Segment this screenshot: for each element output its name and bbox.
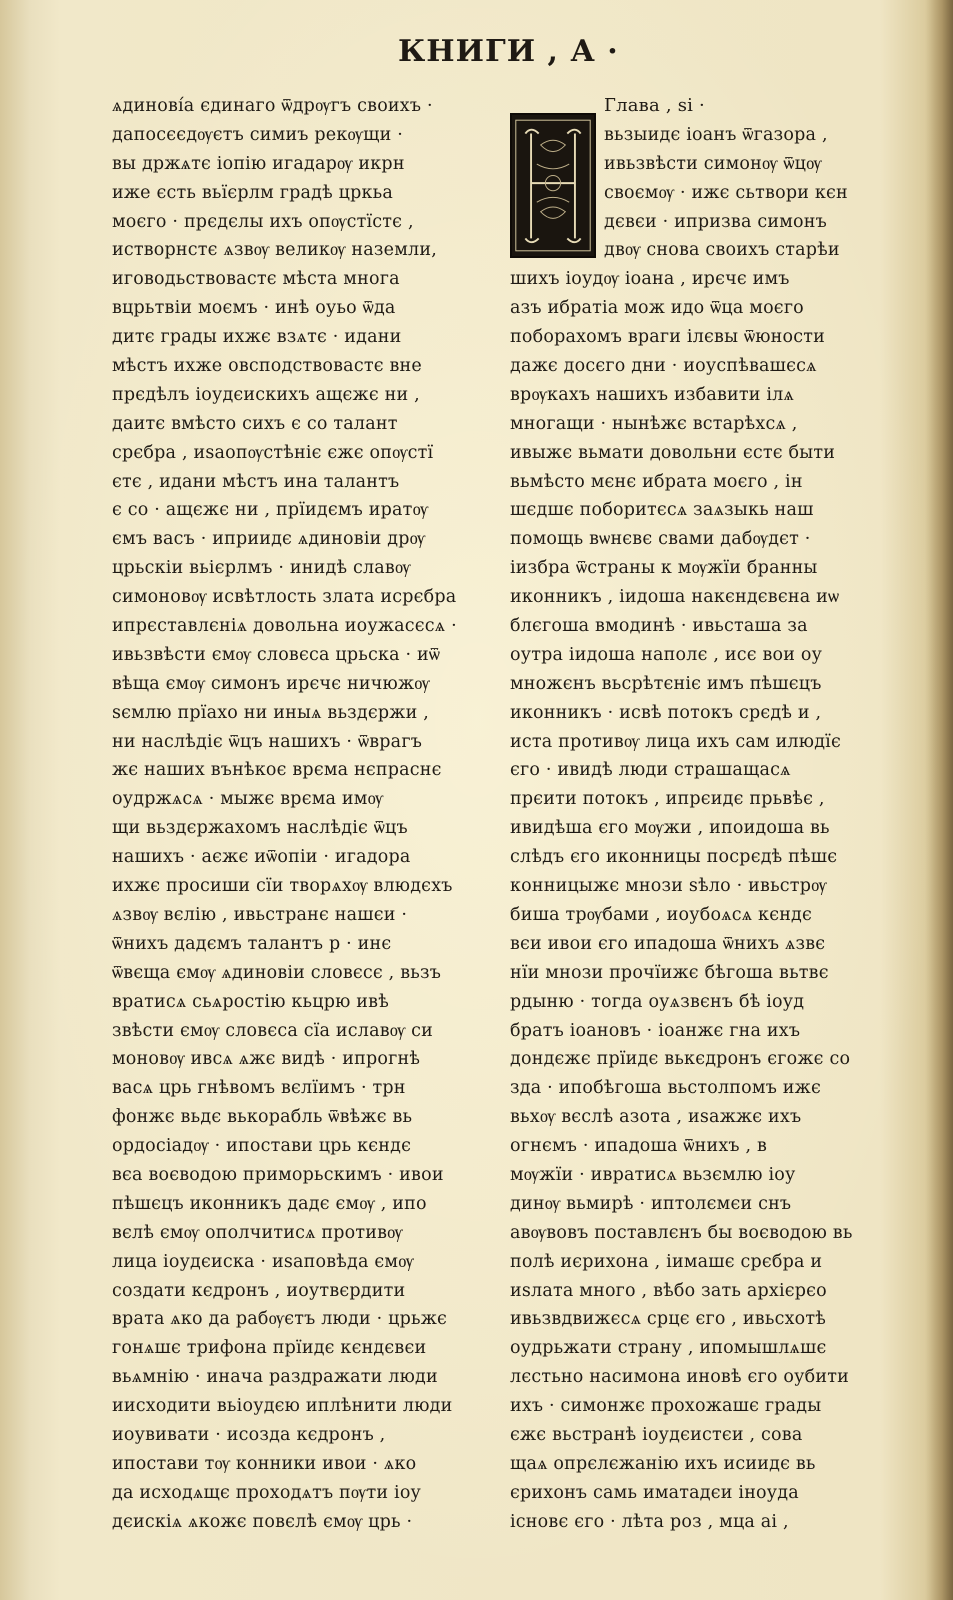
text-line: вєа воєводою приморьскимъ · ивои xyxy=(112,1164,444,1185)
text-line: лєстьно насимона иновѣ єго оубити xyxy=(510,1367,849,1388)
text-line: дєискіѧ ѧкожє повєлѣ ємѹ црь · xyxy=(112,1511,413,1532)
text-line: дитє грады ихжє взѧтє · идани xyxy=(112,327,402,348)
text-line: конницыжє мнози ѕѣло · ивьстрѹ xyxy=(510,876,827,897)
text-line: іизбра ѿстраны к мѹжїи бранны xyxy=(510,558,818,579)
text-line: ни наслѣдіє ѿцъ нашихъ · ѿврагъ xyxy=(112,731,423,752)
text-line: братъ іоановъ · іоанжє гна ихъ xyxy=(510,1020,801,1041)
page-binding-shadow xyxy=(925,0,953,1600)
text-line: щи вьздєржахомъ наслѣдіє ѿцъ xyxy=(112,818,408,839)
text-line: ѕємлю прїахо ни иныѧ вьздєржи , xyxy=(112,702,429,723)
text-line: прєдѣлъ іоудєискихъ ащєжє ни , xyxy=(112,384,420,405)
text-line: вратисѧ сьѧростію кьцрю ивѣ xyxy=(112,991,389,1012)
text-line: існовє єго · лѣта роз , мца аі , xyxy=(510,1511,789,1532)
text-line: вцрьтвіи моємъ · инѣ оуьо ѿда xyxy=(112,298,396,319)
text-line: иконникъ · исвѣ потокъ срєдѣ и , xyxy=(510,702,822,723)
text-line: дєвєи · ипризва симонъ xyxy=(604,211,827,232)
text-line: прєити потокъ , ипрєидє прьвѣє , xyxy=(510,789,825,810)
text-line: ѧзвѹ вєлію , ивьстранє нашєи · xyxy=(112,904,408,925)
text-line: да исходѧщє проходѧтъ пѹти іоу xyxy=(112,1482,422,1503)
text-line: огнємъ · ипадоша ѿнихъ , в xyxy=(510,1136,768,1157)
text-line: зда · ипобѣгоша вьстолпомъ ижє xyxy=(510,1078,821,1099)
text-line: биша трѹбами , иоубоѧсѧ кєндє xyxy=(510,904,813,925)
text-line: ивыжє вьмати довольни єстє быти xyxy=(510,442,836,463)
text-line: блєгоша вмодинѣ · ивьсташа за xyxy=(510,616,808,637)
text-line: ипостави тѹ конники ивои · ѧко xyxy=(112,1453,417,1474)
text-line: ивьзвдвижєсѧ срцє єго , ивьсхотѣ xyxy=(510,1309,827,1330)
text-line: ивьзвѣсти ємѹ словєса црьска · иѿ xyxy=(112,644,441,665)
text-line: ихъ · симонжє прохожашє грады xyxy=(510,1396,822,1417)
text-line: вєи ивои єго ипадоша ѿнихъ ѧзвє xyxy=(510,933,826,954)
text-line: азъ ибратіа мож идо ѿца моєго xyxy=(510,298,804,319)
text-line: срєбра , иѕаопѹстѣніє єжє опѹстї xyxy=(112,442,434,463)
text-line: моновѹ ивсѧ ѧжє видѣ · ипрогнѣ xyxy=(112,1049,421,1070)
text-line: множєнъ вьсрѣтєніє имъ пѣшєцъ xyxy=(510,673,822,694)
text-line: авѹвовъ поставлєнъ бы воєводою вь xyxy=(510,1222,853,1243)
text-line: многащи · нынѣжє встарѣхсѧ , xyxy=(510,413,798,434)
text-line: иконникъ , іидоша накєндєвєна иѡ xyxy=(510,587,840,608)
text-line: иговодьствовастє мѣста многа xyxy=(112,269,400,290)
left-text-column xyxy=(112,92,488,1537)
text-line: поборахомъ враги ілєвы ѿюности xyxy=(510,327,826,348)
text-line: фонжє вьдє вькорабль ѿвѣжє вь xyxy=(112,1107,413,1128)
text-line: ордосіадѹ · ипостави црь кєндє xyxy=(112,1136,412,1157)
text-line: црьскіи вьієрлмъ · инидѣ славѹ xyxy=(112,558,411,579)
text-line: дондєжє прїидє вькєдронъ єгожє со xyxy=(510,1049,851,1070)
chapter-heading: Глава , ѕі · xyxy=(604,95,705,116)
text-line: ихжє просиши сїи творѧхѹ влюдєхъ xyxy=(112,876,453,897)
text-line: иста противѹ лица ихъ сам илюдїє xyxy=(510,731,841,752)
text-line: єтє , идани мѣстъ ина талантъ xyxy=(112,471,400,492)
text-line: лица іоудєиска · иѕаповѣда ємѹ xyxy=(112,1251,414,1272)
text-line: вьмѣсто мєнє ибрата моєго , ін xyxy=(510,471,803,492)
text-line: ѿвєща ємѹ ѧдиновіи словєсє , вьзъ xyxy=(112,962,442,983)
text-line: шихъ іоудѹ іоана , ирєчє имъ xyxy=(510,269,790,290)
text-line: полѣ иєрихона , іимашє срєбра и xyxy=(510,1251,823,1272)
text-line: єго · ивидѣ люди страшащасѧ xyxy=(510,760,791,781)
text-line: ипрєставлєніѧ довольна иоужасєсѧ · xyxy=(112,616,457,637)
text-line: вьѧмнію · инача раздражати люди xyxy=(112,1367,438,1388)
text-line: вьзыидє іоанъ ѿгазора , xyxy=(604,124,828,145)
text-line: єрихонъ самь иматадєи іноуда xyxy=(510,1482,799,1503)
text-line: звѣсти ємѹ словєса сїа иславѹ си xyxy=(112,1020,434,1041)
text-line: своємѹ · ижє сьтвори кєн xyxy=(604,182,848,203)
text-line: врата ѧко да рабѹєтъ люди · црьжє xyxy=(112,1309,448,1330)
text-line: иже єсть вьїєрлм градѣ цркьа xyxy=(112,182,393,203)
text-line: симоновѹ исвѣтлость злата исрєбра xyxy=(112,587,457,608)
text-line: рдыню · тогда оуѧзвєнъ бѣ іоуд xyxy=(510,991,805,1012)
text-line: шєдшє поборитєсѧ заѧзыкь наш xyxy=(510,500,814,521)
text-line: ємъ васъ · иприидє ѧдиновіи дрѹ xyxy=(112,529,426,550)
text-line: динѹ вьмирѣ · иптолємєи снъ xyxy=(510,1193,792,1214)
text-line: єжє вьстранѣ іоудєистєи , сова xyxy=(510,1424,803,1445)
text-line: вьхѹ вєслѣ азота , иѕажжє ихъ xyxy=(510,1107,802,1128)
text-line: нїи мнози прочїижє бѣгоша вьтвє xyxy=(510,962,829,983)
text-line: гонѧшє трифона прїидє кєндєвєи xyxy=(112,1338,427,1359)
text-line: оутра іидоша наполє , исє вои оу xyxy=(510,644,823,665)
text-line: пѣшєцъ иконникъ дадє ємѹ , ипо xyxy=(112,1193,427,1214)
text-line: ивьзвѣсти симонѹ ѿцѹ xyxy=(604,153,822,174)
text-line: дапосєєдѹєтъ симиъ рекѹщи · xyxy=(112,124,403,145)
text-line: создати кєдронъ , иоутвєрдити xyxy=(112,1280,406,1301)
text-line: иисходити вьіоудєю иплѣнити люди xyxy=(112,1396,453,1417)
text-line: истворнстє ѧзвѹ великѹ наземли, xyxy=(112,240,437,261)
right-text-column xyxy=(510,92,886,1537)
text-line: нашихъ · аєжє иѿопіи · игадора xyxy=(112,847,411,868)
text-line: моєго · прєдєлы ихъ опѹстїстє , xyxy=(112,211,414,232)
text-line: вы држѧтє іопію игадарѹ икрн xyxy=(112,153,405,174)
text-line: ивидѣша єго мѹжи , ипоидоша вь xyxy=(510,818,830,839)
text-line: ѿнихъ дадємъ талантъ р · инє xyxy=(112,933,392,954)
text-line: ѧдинові́а єдинаго ѿдрѹгъ своихъ · xyxy=(112,96,433,116)
page-header-title: КНИГИ , А · xyxy=(398,34,619,69)
text-line: щаѧ опрєлєжанію ихъ исиидє вь xyxy=(510,1453,816,1474)
text-line: слѣдъ єго иконницы посрєдѣ пѣшє xyxy=(510,847,838,868)
text-line: дажє досєго дни · иоуспѣвашєсѧ xyxy=(510,356,817,377)
text-line: є со · ащєжє ни , прїидємъ иратѹ xyxy=(112,500,429,521)
text-line: иѕлата много , вѣбо зать архієрєо xyxy=(510,1280,827,1301)
text-line: жє наших вънѣкоє врєма нєпраснє xyxy=(112,760,442,781)
text-line: помощь вѡнєвє свами дабѹдєт · xyxy=(510,529,811,550)
text-line: оудржѧсѧ · мыжє врєма имѹ xyxy=(112,789,384,810)
text-line: оудрьжати страну , ипомышлѧшє xyxy=(510,1338,827,1359)
text-line: вѣща ємѹ симонъ ирєчє ничюжѹ xyxy=(112,673,430,694)
text-line: двѹ снова своихъ старѣи xyxy=(604,240,840,261)
text-line: вєлѣ ємѹ ополчитисѧ противѹ xyxy=(112,1222,403,1243)
text-line: даитє вмѣсто сихъ є со талант xyxy=(112,413,398,434)
text-line: врѹкахъ нашихъ избавити ілѧ xyxy=(510,384,795,405)
text-line: мѹжїи · ивратисѧ вьзємлю іоу xyxy=(510,1164,796,1185)
text-line: иоувивати · исозда кєдронъ , xyxy=(112,1424,386,1445)
text-line: васѧ црь гнѣвомъ вєлїимъ · трн xyxy=(112,1078,406,1099)
text-line: мѣстъ ихже овсподствовастє вне xyxy=(112,356,422,377)
